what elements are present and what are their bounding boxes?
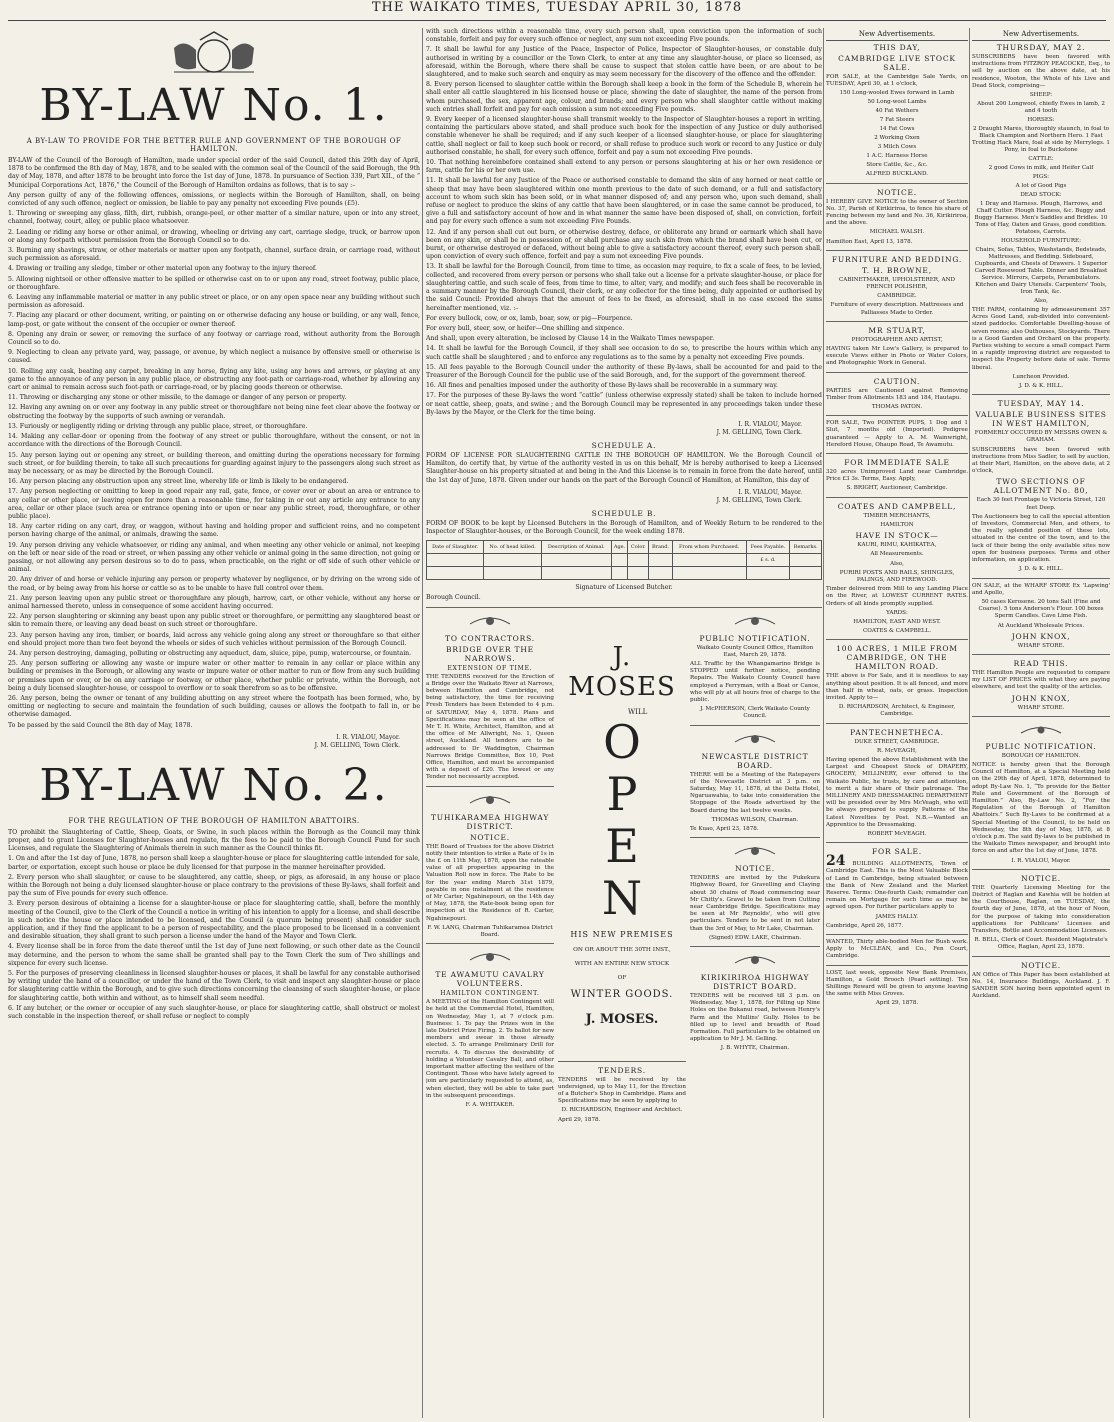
ads-left [426, 612, 554, 1112]
bylaw-clause: 4. Every license shall be in force from the date thereof until the 1st day of June next following, or such other date as the Council may determine, and the person to whom the same shall be granted shall pay to the Town Clerk the sum of Two shillings and sixpence for every such license. [8, 943, 420, 967]
coates-stock: HAVE IN STOCK— [855, 531, 939, 541]
clerk-signature: J. M. GELLING, Town Clerk. [314, 741, 400, 749]
moses-will: WILL [628, 707, 648, 716]
caution-title: CAUTION. [873, 376, 921, 386]
bylaw-clause: 7. Placing any placard or other document, writing, or painting on or otherwise defacing any house or building, or any wall, fence, lamp-post, or gate without the consent of the occupier or owner thereof. [8, 312, 420, 328]
tenders-title: TENDERS. [598, 1065, 646, 1075]
household-items: Chairs, Sofas, Tables, Washstands, Bedsteads, Mattresses, and Bedding. Sideboard, Cupboards, and Chests of Drawers. 1 Superior Carved Rosewood Table. Dinner and Breakfast Service. Mirrors, Carpets, Perambulators. Kitchen and Dairy Utensils. Carpenters' Tools, Iron Tank, &c. [974, 247, 1108, 296]
cavalry-title: TE AWAMUTU CAVALRY VOLUNTEERS. [435, 970, 545, 989]
licensing-notice-signature: R. BELL, Clerk of Court. Resident Magistrate's Office, Raglan, April 23, 1878. [974, 937, 1108, 951]
table-row [427, 554, 822, 567]
schedule-b-table [426, 540, 822, 580]
crest-icon [426, 948, 554, 964]
read-this-body: THE Hamilton People are requested to compare my LIST OF PRICES with what they are paying elsewhere, and test the quality of the articles. [972, 669, 1110, 691]
bylaw-clause: 26. Any person, being the owner or tenant of any building abutting on any street where the footpath has been formed, who, by omitting or neglecting to secure and maintain the foundation of such building, causes or allows the footpath to fall in, or be otherwise damaged. [8, 694, 420, 719]
moses-line2: ON OR ABOUT THE 30TH INST., [573, 946, 671, 953]
list-item: 50 Long-wool Lambs [867, 99, 927, 106]
mayor-signature: I. R. VIALOU, Mayor. [336, 733, 400, 741]
bylaw-clause: 3. Burning any shavings, straw, or other materials or matter upon any footpath, channel, surface drain, or carriage road, without such permission as aforesaid. [8, 247, 420, 263]
bylaw-clause: 23. Any person having any iron, timber, or boards, laid across any vehicle going along any street or thoroughfare so that either end should project more than two feet beyond the wheels or sides of such vehicles without permission of the Borough Council. [8, 631, 420, 647]
schedule-a-text: FORM OF LICENSE FOR SLAUGHTERING CATTLE IN THE BOROUGH OF HAMILTON. We the Borough Council of Hamilton, do certify that, by virtue of the authority vested in us on this behalf, Mr is hereby authorised to keep a Licensed Slaughter-house on his property situated at and being in the And this License is to remain in force from the date hereof, until the 1st day of June, 1878. Given under our hands on the part of the Borough Council of Hamilton, at Hamilton, this day of [426, 451, 822, 484]
divider [826, 250, 968, 251]
bylaw2-title: BY-LAW No. 2. [39, 759, 389, 811]
vialou-signature: I. R. VIALOU, Mayor. [1011, 857, 1071, 864]
divider [826, 415, 968, 416]
bylaw-clause: 13. It shall be lawful for the Borough Council, from time to time, as occasion may require, to fix a scale of fees, to be levied, collected, and recovered from every person or persons who shall take out a license for a private slaughter-house, or place for slaughtering cattle, and such scale of fees, from time to time, to alter, vary, and modify; and such fees shall be recoverable in a summary manner by the Borough Council, their clerk, or any collector for the time being, duly appointed or authorised by the said Council: Provided always that the amount of fees to be fixed, as aforesaid, shall in no case exceed the sums hereinafter mentioned, viz. :– [426, 263, 822, 312]
schedule-a-title: SCHEDULE A. [591, 440, 657, 450]
table-header-cell: From whom Purchased. [672, 541, 746, 554]
notice-body: I HEREBY GIVE NOTICE to the owner of Section No. 37, Parish of Kirikiriroa, to fence his share of Fencing between my land and No. 36, Kirikiriroa, and the above. [826, 198, 968, 227]
divider [426, 607, 822, 608]
frontage: Each 30 feet Frontage to Victoria Street, 120 feet Deep. [976, 497, 1106, 511]
list-item: Store Cattle, &c., &c. [866, 162, 928, 169]
bright-signature: S. BRIGHT, Auctioneer, Cambridge. [846, 485, 948, 492]
pukekura-title: NOTICE. [735, 864, 775, 874]
list-item: 40 Fat Wethers [875, 108, 919, 115]
public-notification-body: ALL Traffic by the Whangamarino Bridge is STOPPED until further notice, pending Repairs. The Waikato County Council have employed a Ferryman, with a Boat or Canoe, who will ply at all hours free of charge to the public. [690, 660, 820, 703]
cambridge-sale-title: CAMBRIDGE LIVE STOCK SALE. [838, 54, 956, 72]
bylaw1-signatures [8, 734, 400, 750]
bylaw-clause: For every bullock, cow, or ox, lamb, boar, sow, or pig—Fourpence. [426, 314, 633, 322]
open-letter: N [601, 870, 643, 925]
two-sections: TWO SECTIONS OF ALLOTMENT No. 80, [993, 477, 1089, 496]
open-letter: P [606, 766, 638, 821]
column-rule [823, 28, 824, 1418]
bylaw-clause: 17. For the purposes of these By-laws the word “cattle” (unless otherwise expressly stated) shall be taken to include horned or neat cattle, sheep, goats, and swine ; and the Borough Council may be represented in any proceedings taken under these By-laws by the Mayor, or the Clerk for the time being. [426, 392, 822, 416]
divider [826, 372, 968, 373]
bylaw2-subtitle: FOR THE REGULATION OF THE BOROUGH OF HAMILTON ABATTOIRS. [68, 816, 360, 825]
sheep-items: About 200 Longwool, chiefly Ewes in lamb, 2 and 4 tooth [977, 101, 1105, 115]
table-header-cell: No. of head killed. [484, 541, 542, 554]
hill-signature: J. D. & K. HILL. [1019, 383, 1063, 390]
bylaw-clause: 16. Any person placing any obstruction upon any street line, whereby life or limb is likely to be endangered. [8, 478, 349, 486]
acres-title: 100 ACRES, 1 MILE FROM CAMBRIDGE, ON THE HAMILTON ROAD. [836, 644, 958, 672]
licensing-notice-title: NOTICE. [1021, 873, 1061, 883]
bylaw1-intro: BY-LAW of the Council of the Borough of Hamilton, made under special order of the said Council, dated this 29th day of April, 1878 to be confirmed the 8th day of May, 1878, and to be sealed with the common seal of the Council of the said Borough, the 9th day of May, 1878, and after 1878 to be brought into force the 1st day of June, 1878. In pursuance of Section 339, Part XII., of the “ Municipal Corporations Act, 1876,” the Council of the Borough of Hamilton ordains as follows, that is to say :– [8, 157, 420, 189]
licensing-notice-body: THE Quarterly Licensing Meeting for the District of Raglan and Kawhia will be holden at the Courthouse, Raglan, on TUESDAY, the fourth day of June, 1878, at the hour of Noon, for the purpose of taking into consideration applications for Publicans' Licenses and Transfers, Bottle and Accommodation Licenses. [972, 884, 1110, 934]
divider [690, 946, 820, 947]
royal-crest-icon [154, 28, 274, 76]
divider [558, 1061, 686, 1062]
moses-line3: WITH AN ENTIRE NEW STOCK [574, 960, 670, 967]
wharf-title: ON SALE, at the WHARF STORE Ex 'Lapwing' and Apollo, [972, 582, 1110, 596]
coates-signature: COATES & CAMPBELL. [863, 628, 931, 635]
wharf-store: WHARF STORE. [1017, 642, 1065, 649]
divider [426, 786, 554, 787]
divider [826, 965, 968, 966]
lost-ad: LOST, last week, opposite New Bank Premises, Hamilton, a Gold Brooch (Pearl setting). Ten Shillings Reward will be given to anyone leaving the same with Miss Groves. [826, 969, 968, 998]
bylaw-clause: 13. Furiously or negligently riding or driving through any public place, street, or thoroughfare. [8, 422, 308, 430]
cavalry-sub: HAMILTON CONTINGENT. [440, 990, 540, 998]
knox-name: JOHN KNOX, [1011, 693, 1071, 703]
ads-area [426, 612, 822, 1132]
household-heading: HOUSEHOLD FURNITURE: [1000, 238, 1082, 245]
divider [690, 837, 820, 838]
column-rule [422, 28, 423, 1418]
list-item: 150 Long-wooled Ewes forward in Lamb [839, 90, 955, 97]
divider [972, 869, 1110, 870]
public-notification-title: PUBLIC NOTIFICATION. [699, 633, 811, 643]
tenders-date: April 29, 1878. [558, 1116, 601, 1123]
bylaw1-preamble: Any person guilty of any of the following offences, omissions, or neglects within the Borough of Hamilton, shall, on being convicted of any such offence, neglect or omission, be liable to pay any penalty not exceeding Five pounds (£5). [8, 191, 420, 208]
coates-sub: TIMBER MERCHANTS, [863, 512, 931, 519]
hally-date: Cambridge, April 26, 1877. [826, 922, 904, 929]
bylaw1-subtitle: A BY-LAW TO PROVIDE FOR THE BETTER RULE AND GOVERNMENT OF THE BOROUGH OF HAMILTON. [26, 137, 402, 153]
schedule-b-signature: Signature of Licensed Butcher. [575, 584, 673, 592]
table-header-cell: Age. [611, 541, 628, 554]
column-3 [826, 28, 968, 1422]
crest-icon [690, 612, 820, 628]
auction-list [972, 92, 1110, 305]
office-notice-title: NOTICE. [1021, 960, 1061, 970]
kirikiriroa-title: KIRIKIRIROA HIGHWAY DISTRICT BOARD. [700, 973, 810, 992]
schedule-b-title: SCHEDULE B. [591, 508, 657, 518]
divider [826, 183, 968, 184]
allotment-body: BUILDING ALLOTMENTS, Town of Cambridge East. This is the Most Valuable Block of Land in Cambridge, being situated between the Bank of New Zealand and the Market Reserve. Terms: One-fourth Cash; remainder can remain on Mortgage for such time as may be agreed upon. For further particulars apply to [826, 861, 968, 911]
schedule-b-text: FORM OF BOOK to be kept by Licensed Butchers in the Borough of Hamilton, and of Weekly Return to be rendered to the Inspector of Slaughter-houses, or the Borough Council, for the week ending 1878. [426, 519, 822, 535]
open-letter: O [603, 714, 641, 769]
table-header-row [427, 541, 822, 554]
bylaw-clause: 8. Opening any drain or sewer, or removing the surface of any footway or carriage road, without authority from the Borough Council so to do. [8, 330, 420, 347]
crest-icon [426, 612, 554, 628]
coates-also: Also, [890, 560, 904, 567]
for-sale-title: FOR SALE. [872, 847, 922, 857]
auctioneers-note: The Auctioneers beg to call the special attention of Investors, Commercial Men, and others, to the really splendid position of these lots, situated in the centre of the town, and to the lack of their being the only available sites now open for business purposes. Terms and other information, on application. [972, 513, 1110, 564]
bylaw-clause: 14. It shall be lawful for the Borough Council, if they shall see occasion to do so, to prescribe the hours within which any such cattle shall be slaughtered ; and to enforce any regulations as to the same by a penalty not exceeding Five pounds. [426, 345, 822, 361]
bylaw-clause: For every bull, steer, sow, or heifer—One shilling and sixpence. [426, 324, 625, 332]
column-1 [8, 28, 420, 1422]
borough-notification-body: NOTICE is hereby given that the Borough Council of Hamilton, at a Special Meeting held on the 29th day of April, 1878, determined to adopt By-Law No. 1, “To provide for the Better Rule and Government of the Borough of Hamilton.” Also, By-Law No. 2, “For the Regulation of the Borough of Hamilton Abattoirs.” Such By-Laws to be confirmed at a Special Meeting of the Council, to be held on Wednesday, the 8th day of May, 1878, at 8 o'clock p.m. The said By-laws to be published in the Waikato Times newspaper, and brought into force on and after the 1st day of June, 1878. [972, 761, 1110, 855]
coates-measure: All Measurements. [870, 551, 924, 558]
dead-stock-items: 1 Dray and Harness. Plough, Harrows, and Chaff Cutter. Plough Harness, &c. Buggy and Buggy Harness. Men's Saddles and Bridles. 10 Tons of Hay, Oaten and Grass, good condition. Potatoes, Carrots. [974, 201, 1108, 236]
mayor-signature: I. R. VIALOU, Mayor. [738, 488, 802, 496]
sheep-heading: SHEEP: [1029, 92, 1053, 99]
crest-icon [690, 842, 820, 858]
moses-open [558, 716, 686, 924]
valuable-body: SUBSCRIBERS have been favored with instructions from Miss Sadler, to sell by auction, at their Mart, Hamilton, on the above date, at 2 o'clock, [972, 446, 1110, 475]
divider [426, 943, 554, 944]
bylaw-clause: 3. Every person desirous of obtaining a license for a slaughter-house or place for slaughtering cattle, shall, before the monthly meeting of the Council, give to the Clerk of the Council a notice in writing of his intention to apply for a license, and shall describe in such notice the house or place intended to be licensed, and the Council (a quorum being present) shall consider such application, and if they find the applicant to be a person of respectability, and the place proposed to be licensed in a convenient and desirable situation, they shall grant to such person a license under the hand of the Mayor and Town Clerk. [8, 900, 420, 941]
wharf-prices: At Auckland Wholesale Prices. [997, 622, 1085, 629]
walsh-signature: MICHAEL WALSH. [869, 229, 925, 236]
bylaw-clause: 2. Leading or riding any horse or other animal, or drawing, wheeling or driving any cart, carriage sledge, truck, or barrow upon or along any footpath without permission from the Borough Council so to do. [8, 228, 420, 244]
borough-notification-sub: BOROUGH OF HAMILTON. [1001, 752, 1081, 759]
masthead-title: THE WAIKATO TIMES, TUESDAY APRIL 30, 1878 [371, 0, 743, 15]
browne-name: T. H. BROWNE, [862, 265, 932, 275]
tuhikaramea-body: THE Board of Trustees for the above District notify their intention to strike a Rate of 1s in the £ on 11th May, 1878, upon the rateable value of all properties appearing in the Valuation Roll now in force. The Rate to be for the year ending March 31st 1879, payable in one instalment at the residence of Mr Carter, Ngahinepouri, on the 14th day of May, 1878, the Rate-book being open for inspection at the Residence of R. Carter, Ngahinepouri. [426, 843, 554, 922]
paton-signature: THOMAS PATON. [871, 404, 923, 411]
newcastle-date: Te Kuao, April 23, 1878. [690, 826, 759, 833]
cattle-heading: CATTLE: [1028, 156, 1054, 163]
table-header-cell: Description of Animal. [541, 541, 611, 554]
bylaw-clause: 6. If any butcher, or the owner or occupier of any such slaughter-house, or place for slaughtering cattle, shall obstruct or molest such constable in the inspection thereof, or shall refuse or neglect to comply [8, 1004, 420, 1021]
list-item: 1 A.C. Harness Horse [866, 153, 928, 160]
crest-icon [426, 791, 554, 807]
column-heading: New Advertisements. [826, 30, 968, 41]
money-columns: £ s. d. [746, 554, 790, 567]
divider [972, 578, 1110, 579]
newcastle-body: THERE will be a Meeting of the Ratepayers of the Newcastle District at 3 p.m. on Saturday, May 11, 1878, at the Delta Hotel, Ngaruawahia, to take into consideration the Stoppage of the Roads advertised by the Board during the last twelve weeks. [690, 771, 820, 814]
pointer-ad: FOR SALE, Two POINTER PUPS, 1 Dog and 1 Slut, 7 months old (Imported). Pedigree guaranteed — Apply to A. M. Wainwright, Hereford House, Ohaupo Road, Te Awamutu. [826, 420, 968, 448]
browne-place: CAMBRIDGE. [877, 293, 917, 300]
also-label: Also, [1034, 298, 1048, 305]
furniture-title: FURNITURE AND BEDDING. [831, 254, 963, 264]
walsh-date: Hamilton East, April 13, 1878. [826, 238, 913, 245]
bylaw-clause: 5. Allowing nightsoil or other offensive matter to be spilled or otherwise cast on to or upon any road, street footway, public place, or thoroughfare. [8, 275, 420, 291]
column-2 [426, 28, 822, 1422]
table-row [427, 567, 822, 580]
masthead [0, 0, 1114, 26]
moses-ad [558, 612, 686, 1126]
mcveagh-signature: ROBERT McVEAGH. [867, 830, 927, 837]
buckland-signature: ALFRED BUCKLAND. [865, 171, 929, 178]
divider [826, 321, 968, 322]
acres-body: THE above is For Sale, and it is needless to say anything about position. It is all fenced, and more than half in wheat, oats, or grass. Inspection invited. Apply to— [826, 673, 968, 701]
contractors-head: TO CONTRACTORS. [445, 633, 535, 643]
coates-body: Timber delivered from Mill to any Landing Place on the River, at LOWEST CURRENT RATES. Orders of all kinds promptly supplied. [826, 586, 968, 607]
farm-body: THE FARM, containing by admeasurement 357 Acres Good Land, sub-divided into convenient-sized paddocks. Comfortable Dwelling-house of seven rooms; also Outhouses, Stockyards. There is a Good Garden and Orchard on the property. Parties wishing to secure a small compact Farm in a rapidly improving district are requested to inspect the Property before date of sale. Terms liberal. [972, 307, 1110, 371]
contractors-sub: EXTENSION OF TIME. [447, 664, 533, 672]
divider [972, 716, 1110, 717]
bylaw-clause: 17. Any person neglecting or omitting to keep in good repair any rail, gate, fence, or cover over or about an area or entrance to any cellar or other place, or leaving open for more than a reasonable time, for taking in or out any article any entrance to any area, cellar or other place (such area or entrance opening into or upon or near any public street, road, thoroughfare, or other public place). [8, 488, 420, 520]
read-this-title: READ THIS. [1013, 658, 1069, 668]
bylaw2-signatures [426, 421, 802, 437]
bylaw-clause: 4. Drawing or trailing any sledge, timber or other material upon any footway to the injury thereof. [8, 265, 317, 273]
list-item: 14 Fat Cows [879, 126, 915, 133]
bylaw-clause: 12. And if any person shall cut out burn, or otherwise destroy, deface, or obliterate any brand or earmark which shall have been on any skin, or shall be in possession of, or shall purchase any such skin from which the brand shall have been cut, or burnt, or otherwise destroyed or defaced, without being able to give a satisfactory account thereof, every such person shall, upon conviction of every such offence, forfeit and pay a sum not exceeding Five pounds. [426, 228, 822, 261]
cambridge-sale-body: FOR SALE, at the Cambridge Sale Yards, on TUESDAY, April 30, at 1 o'clock, [826, 74, 968, 88]
divider [690, 725, 820, 726]
table-header-cell: Color. [628, 541, 649, 554]
divider [826, 842, 968, 843]
bylaw-clause: 15. Any person laying out or opening any street, or building thereon, and omitting during the operations necessary for forming such street, or for building therein, to take all such precautions for guarding against injury to the passengers along such street as may be necessary, or as may be directed by the Borough Council. [8, 451, 420, 475]
bylaw-clause: 2. Every person who shall slaughter, or cause to be slaughtered, any cattle, sheep, or pigs, as aforesaid, in any house or place within the Borough not being a duly licensed slaughter-house or place contrary to the provisions of these By-laws, shall forfeit and pay the sum of Five pounds for every such offence. [8, 873, 420, 898]
stuart-name: MR STUART, [868, 325, 926, 335]
bylaw1-title: BY-LAW No. 1. [39, 80, 389, 131]
stock-list [826, 90, 968, 169]
bylaw-clause: 7. It shall be lawful for any Justice of the Peace, Inspector of Police, Inspector of Slaughter-houses, or constable duly authorised in writing by a councillor or the Town Clerk, to enter at any time any slaughter-house, or place so licensed, as aforesaid, within the Borough, where there shall be cause to suspect that stolen cattle have been, or are about to be slaughtered, and to make such search and enquiry as may seem necessary for the discovery of the offence and the offender. [426, 46, 822, 79]
yards-places: HAMILTON, EAST AND WEST. [853, 618, 941, 625]
bylaw2-intro: TO prohibit the Slaughtering of Cattle, Sheep, Goats, or Swine, in such places within the Borough as the Council may think proper, and to grant Licenses for Slaughter-houses and regulate, fix the fees to be paid to the Borough Council Fund for such Licenses, and regulate the Slaughtering of Animals therein in such manner as the Council thinks fit. [8, 828, 420, 853]
bylaw-clause: 21. Any person leaving upon any public street or thoroughfare any plough, harrow, cart, or other vehicle, without any horse or animal harnessed thereto, unless in consequence of some accident having occurred. [8, 594, 420, 610]
yards-label: YARDS: [886, 609, 908, 616]
bylaw-clause: 25. Any person suffering or allowing any waste or impure water or other matter to remain in any cellar or place within any building or premises in the Borough, or allowing any waste or impure water or other matter to run or flow from any such building or premises upon or over, or be on any carriage or footway, or other place, whether public or private, within the Borough, not being a duly licensed slaughter-house, or cesspool to overflow or to soak therefrom so as to be offensive. [8, 660, 420, 692]
hally-signature: JAMES HALLY. [875, 913, 919, 920]
coates-puriri: PURIRI POSTS AND RAILS, SHINGLES, PALINGS, AND FIREWOOD. [839, 569, 955, 583]
bylaw-clause: 12. Having any awning on or over any footway in any public street or thoroughfare not being nine feet clear above the footway or obstructing the footway by the supports of such awning or verandah. [8, 404, 420, 420]
dead-stock-heading: DEAD STOCK: [1020, 192, 1062, 199]
table-header-cell: Fees Payable. [746, 541, 790, 554]
newcastle-signature: THOMAS WILSON, Chairman. [711, 816, 799, 823]
bylaw1-clauses [8, 210, 420, 719]
bylaw-clause: 1. Throwing or sweeping any glass, filth, dirt, rubbish, orange-peel, or other matter of a similar nature, upon or into any street, channel, footway, court, alley, or public place whatsoever. [8, 210, 420, 226]
coates-kauri: KAURI, RIMU, KAHIKATEA, [857, 542, 937, 549]
browne-body: Furniture of every description. Mattresses and Palliasses Made to Order. [830, 302, 964, 316]
tuhikaramea-signature: F. W. LANG, Chairman Tuhikaramea District Board. [427, 924, 553, 939]
clerk-signature: J. M. GELLING, Town Clerk. [716, 496, 802, 504]
bylaw-clause: 24. Any person destroying, damaging, polluting or obstructing any aqueduct, dam, sluice, pipe, pump, watercourse, or fountain. [8, 649, 412, 657]
bylaw-clause: 9. Every keeper of a licensed slaughter-house shall transmit weekly to the Inspector of Slaughter-houses a report in writing, containing the particulars above stated, and shall produce such book for the inspection of any Justice or duly authorised constable whenever he shall be required; and if any such keeper of a licensed slaughter-house, or place for slaughtering cattle, shall neglect or fail to keep such book or record, or shall refuse to produce such work or record to any Justice or duly authorised constable, he shall, for every such offence, forfeit and pay a sum not exceeding Five pounds. [426, 116, 822, 156]
table-header-cell: Date of Slaughter. [427, 541, 484, 554]
bylaw1-passed: To be passed by the said Council the 8th day of May, 1878. [8, 721, 193, 729]
divider [826, 453, 968, 454]
knox-name: JOHN KNOX, [1011, 631, 1071, 641]
coates-title: COATES AND CAMPBELL, [837, 501, 957, 511]
browne-sub: CABINETMAKER, UPHOLSTERER, AND FRENCH POLISHER, [839, 276, 955, 291]
pantech-sub: DUKE STREET, CAMBRIDGE. [854, 738, 940, 745]
wanted-ad: WANTED, Thirty able-bodied Men for Bush work. Apply to McCLEAN, and Co., Fen Court, Cambridge. [826, 939, 968, 960]
column-rule [969, 28, 970, 1418]
moses-footer: J. MOSES. [585, 1011, 659, 1027]
caution-body: PARTIES are Cautioned against Removing Timber from Allotments 183 and 184, Hautapu. [826, 387, 968, 401]
cavalry-signature: F. A. WHITAKER. [465, 1102, 515, 1109]
divider [826, 934, 968, 935]
thursday-date: THURSDAY, MAY 2. [996, 43, 1086, 52]
bylaw2-continued [426, 28, 822, 417]
stuart-sub: PHOTOGRAPHER AND ARTIST, [851, 336, 943, 343]
schedule-b-footer: Borough Council. [426, 594, 481, 602]
bylaw-clause: 1. On and after the 1st day of June, 1878, no person shall keep a slaughter-house or place for slaughtering cattle intended for sale, barter, or exportation, except such house or place be duly licensed for that purpose in the manner hereinafter provided. [8, 855, 420, 871]
divider [972, 956, 1110, 957]
valuable-title: VALUABLE BUSINESS SITES IN WEST HAMILTON, [975, 410, 1107, 429]
bylaw-clause: 11. It shall be lawful for any Justice of the Peace or authorised constable to demand the skin of any horned or neat cattle or sheep that may have been slaughtered within one month previous to the date of such demand, or a full and satisfactory account to whom such skin has been sold, or in what manner disposed of; and any person who, upon such demand, shall refuse or neglect to produce the skins of any cattle that have been slaughtered, or in case the same cannot be produced, to give a full and satisfactory account of how and in what manner the same have been disposed of, shall, on conviction, forfeit and pay for every such offence a sum not exceeding Five Pounds. [426, 177, 822, 226]
pantech-title: PANTECHNETHECA. [850, 727, 944, 737]
masthead-rule [8, 20, 1106, 21]
moses-line5: WINTER GOODS. [570, 988, 674, 1000]
column-heading: New Advertisements. [972, 30, 1110, 41]
bylaw-clause: 6. Leaving any inflammable material or matter in any public street or place, or on any open space near any building without such permission as aforesaid. [8, 294, 420, 310]
valuable-sub: FORMERLY OCCUPIED BY MESSRS OWEN & GRAHAM. [974, 430, 1108, 444]
schedule-a-signatures [426, 489, 802, 505]
bylaw-clause: 10. Rolling any cask, beating any carpet, breaking in any horse, flying any kite, using any bows and arrows, or playing at any game to the annoyance of any person in any public place, or obstructing any foot-path or carriage-road, whether by allowing any cart or animal to remain across such foot-path or carriage-road, or by placing goods thereon or otherwise. [8, 367, 420, 392]
divider [972, 394, 1110, 395]
immediate-sale-body: 320 acres Unimproved Land near Cambridge. Price £3 3s. Terms, Easy. Apply, [826, 469, 968, 483]
tenders-signature: D. RICHARDSON, Engineer and Architect. [561, 1107, 683, 1114]
office-notice-body: AN Office of This Paper has been established at No. 14, Insurance Buildings, Auckland. J. F. SANDER SON having been appointed agent in Auckland. [972, 971, 1110, 1000]
crest-icon [690, 951, 820, 967]
stuart-body: HAVING taken Mr Low's Gallery, is prepared to execute Views either in Photo or Water Colors, and Photographic Work in General. [826, 346, 968, 367]
divider [826, 497, 968, 498]
list-item: 2 Working Oxen [874, 135, 920, 142]
tenders-body: TENDERS will be received by the undersigned, up to May 11, for the Erection of a Butcher's Shop in Cambridge. Plans and Specifications may be seen by applying to [558, 1076, 686, 1105]
moses-line4: OF [617, 974, 627, 981]
tuhikaramea-head: NOTICE. [470, 832, 510, 842]
this-day: THIS DAY, [873, 43, 921, 52]
bylaw-clause: with such directions within a reasonable time, every such person shall, upon conviction upon the information of such constable, forfeit and pay for every such offence or neglect, any sum not exceeding Five pounds. [426, 28, 822, 44]
divider [826, 723, 968, 724]
borough-notification-title: PUBLIC NOTIFICATION. [985, 741, 1097, 751]
bylaw-clause: 15. All fees payable to the Borough Council under the authority of these By-laws, shall be accounted for and paid to the Treasurer of the Borough Council for the public use of the said Borough, and, for the support of the government thereof. [426, 363, 822, 379]
bylaw-clause: 8. Every person licensed to slaughter cattle within the Borough shall keep a book in the form of the Schedule B, wherein he shall enter all cattle slaughtered in his licensed house or place, showing the date of slaughter, the name of the person from whom purchased, the sex, apparent age, colour, and brands; and every person who shall slaughter cattle without making such entries shall forfeit and pay for each omission a sum not exceeding Five pounds. [426, 81, 822, 113]
mcveagh-name: R. McVEAGH, [877, 747, 917, 754]
pantech-body: Having opened the above Establishment with the Largest and Cheapest Stock of DRAPERY, GROCERY, MILLINERY, ever offered to the Waikato Public, he trusts, by care and attention, to merit a fair share of their patronage. The MILLINERY AND DRESSMAKING DEPARTMENT will be presided over by Mrs McVeagh, who will be always prepared to supply Patterns of the Latest Novelties by Post. N.B.—Wanted an Apprentice to the Dressmaking. [826, 756, 968, 828]
bylaw-clause: 19. Any person driving any vehicle whatsoever, or riding any animal, and when meeting any other vehicle or animal, not keeping on the left or near side of the road or street, or when passing any other vehicle or animal going in the same direction, not going or passing, or not allowing any person desirous so to do to pass, when practicable, on the right or off side of such other vehicle or animal. [8, 541, 420, 574]
bylaw-clause: And shall, upon every alteration, be inclosed by Clause 14 in the Waikato Times newspaper. [426, 335, 715, 343]
hill-signature: J. D. & K. HILL. [1019, 566, 1063, 573]
horses-heading: HORSES: [1027, 117, 1055, 124]
ads-right [690, 612, 820, 1055]
divider [972, 654, 1110, 655]
coates-place: HAMILTON [880, 521, 914, 528]
column-4 [972, 28, 1110, 1422]
moses-line1: HIS NEW PREMISES [570, 929, 674, 939]
table-header-cell: Remarks. [790, 541, 822, 554]
notice-title: NOTICE. [877, 187, 917, 197]
bylaw-clause: 14. Making any cellar-door or opening from the footway of any street or public thoroughfare, without the consent, or not in accordance with the directions of the Borough Council. [8, 433, 420, 449]
contractors-title: BRIDGE OVER THE NARROWS. [446, 644, 534, 663]
wharf-store: WHARF STORE. [1017, 704, 1065, 711]
newcastle-title: NEWCASTLE DISTRICT BOARD. [701, 751, 809, 770]
kirikiriroa-body: TENDERS will be received till 3 p.m. on Wednesday, May 1, 1878, for Filling up Nine Holes on the Bukanui road, between Henry's Farm and the Mullins' Gully. Holes to be filled up to level and breadth of Road Formation. Full particulars to be obtained on application to Mr J. M. Gelling. [690, 993, 820, 1043]
public-notification-sub: Waikato County Council Office, Hamilton East, March 29, 1878. [696, 644, 814, 658]
cattle-items: 2 good Cows in milk, and Heifer Calf [988, 165, 1094, 172]
immediate-sale-title: FOR IMMEDIATE SALE [844, 458, 950, 468]
wharf-items: 50 cases Kerosene. 20 tons Salt (Fine and Coarse). 5 tons Anderson's Flour. 100 boxes Sperm Candles. Cave Lime Fish. [978, 598, 1104, 620]
contractors-body: THE TENDERS received for the Erection of a Bridge over the Waikato River at Narrows, between Hamilton and Cambridge, not being satisfactory, the time for receiving Fresh Tenders has been Extended to 4 p.m. of SATURDAY, May 4, 1878. Plans and Specifications may be seen at the office of Mr T. H. White, Architect, Hamilton, and at the office of Mr Allwright, No. 1, Queen street, Auckland. All tenders are to be addressed to Dr Waddington, Chairman Narrows Bridge Committee, Box 10, Post Office, Hamilton, and must be accompanied with a deposit of £20. The lowest or any Tender not necessarily accepted. [426, 673, 554, 781]
table-header-cell: Brand. [649, 541, 672, 554]
bylaw2-clauses [8, 855, 420, 1021]
lost-date: April 29, 1878. [875, 1000, 919, 1007]
allotment-number: 24 [826, 853, 846, 870]
tuhikaramea-title: TUHIKARAMEA HIGHWAY DISTRICT. [430, 812, 550, 831]
crest-icon [972, 722, 1110, 736]
kirikiriroa-signature: J. B. WHYTE, Chairman. [720, 1045, 790, 1052]
luncheon: Luncheon Provided. [1012, 373, 1070, 380]
bylaw-clause: 9. Neglecting to clean any private yard, way, passage, or avenue, by which neglect a nuisance by offensive smell or otherwise is caused. [8, 349, 420, 365]
mayor-signature: I. R. VIALOU, Mayor. [738, 420, 802, 428]
clerk-signature: J. M. GELLING, Town Clerk. [716, 428, 802, 436]
pukekura-body: TENDERS are invited by the Pukekura Highway Board, for Gravelling and Claying about 30 chains of Road commencing near Mr Chitty's. Gravel to be taken from Cutting near Cambridge Bridge. Specifications may be seen at Mr Reynolds', who will give particulars. Tenders to be sent in not later than the 3rd of May, to Mr Lake, Chairman. [690, 875, 820, 932]
cavalry-body: A MEETING of the Hamilton Contingent will be held at the Commercial Hotel, Hamilton, on Wednesday, May 1, at 7 o'clock p.m. Business: 1. To pay the Prizes won in the late District Prize Firing. 2. To ballot for new members and swear in those already elected. 3. To arrange Preliminary Drill for recruits. 4. To discuss the desirability of holding a Volunteer Cavalry Ball, and other important matter affecting the welfare of the Contingent. Those who have lately agreed to join are particularly requested to attend, as, when elected, they will be able to take part in the subsequent proceedings. [426, 999, 554, 1099]
pukekura-signature: (Signed) EDW. LAKE, Chairman. [708, 934, 801, 941]
pigs-heading: PIGS: [1032, 174, 1050, 181]
bylaw-clause: 20. Any driver of and horse or vehicle injuring any person or property whatever by negligence, or by driving on the wrong side of the road, or by being away from his horse or cattle so as to be unable to have full control over them. [8, 576, 420, 592]
bylaw-clause: 10. That nothing hereinbefore contained shall extend to any person or persons slaughtering at his or her own residence or farm, cattle for his or her own use. [426, 159, 822, 175]
richardson-signature: D. RICHARDSON, Architect, & Engineer, Cambridge. [838, 704, 956, 718]
divider [826, 639, 968, 640]
moses-name: J. MOSES [568, 641, 676, 702]
bylaw-clause: 16. All fines and penalties imposed under the authority of these By-laws shall be recoverable in a summary way. [426, 382, 778, 390]
open-letter: E [605, 818, 639, 873]
bylaw-clause: 22. Any person slaughtering or skinning any beast upon any public street or thoroughfare, or permitting any slaughtered beast or skin to remain there, or leaving any dead beast on such street or thoroughfare. [8, 613, 420, 629]
tuesday-date: TUESDAY, MAY 14. [997, 399, 1085, 409]
public-notification-signature: J. McPHERSON, Clerk Waikato County Council. [700, 706, 810, 720]
bylaw-clause: 5. For the purposes of preserving cleanliness in licensed slaughter-houses or places, it shall be lawful for any constable authorised by writing under the hand of a councillor, or under the hand of the Town Clerk, to visit and inspect any slaughter-house or place for slaughtering cattle within the Borough, and to give such directions concerning the cleansing of such slaughter-house, or place for slaughtering cattle, both within and without, as to himself shall seem needful. [8, 970, 420, 1002]
auction-body: SUBSCRIBERS have been favored with instructions from FITZROY PEACOCKE, Esq., to sell by auction on the above date, at his residence, Wooton, the Whole of his Live and Dead Stock, comprising— [972, 54, 1110, 89]
pigs-items: A lot of Good Pigs [1015, 183, 1067, 190]
crest-icon [690, 730, 820, 746]
bylaw-clause: 11. Throwing or discharging any stone or other missile, to the damage or danger of any person or property. [8, 394, 347, 402]
list-item: 3 Milch Cows [877, 144, 917, 151]
horses-items: 2 Draught Mares, thoroughly staunch, in foal to Black Champion and Northern Hero. 1 Fast Trotting Hack Mare, foal at side by Merrylegs. 1 Pony, in foal to Buckstone [972, 126, 1110, 154]
bylaw-clause: 18. Any carter riding on any cart, dray, or waggon, without having and holding proper and sufficient reins, and no competent person having charge of the animal, or animals, drawing the same. [8, 523, 420, 539]
list-item: 7 Fat Steers [879, 117, 915, 124]
